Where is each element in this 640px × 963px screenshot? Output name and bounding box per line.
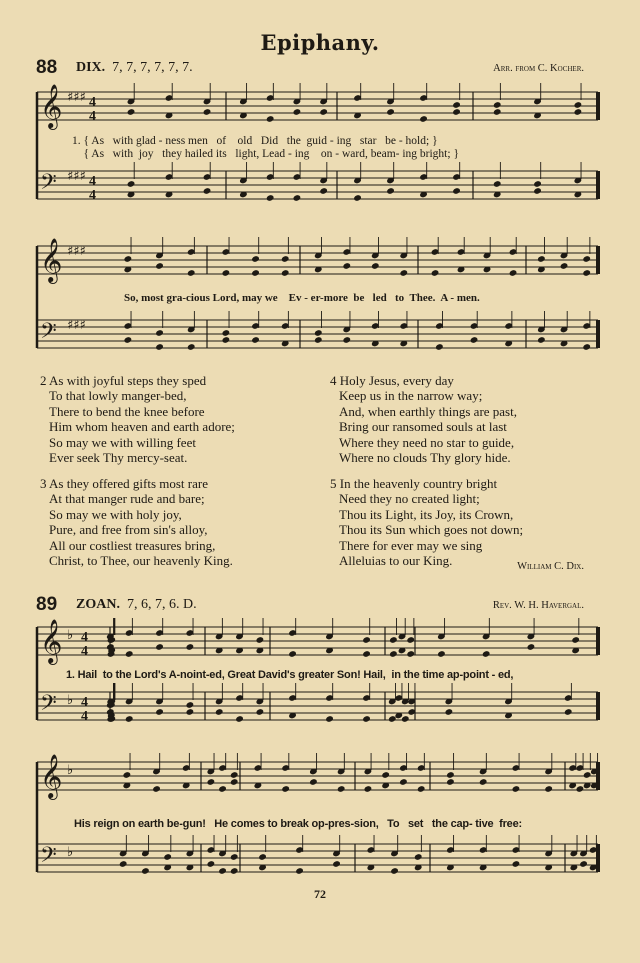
verse-line: 4 Holy Jesus, every day	[330, 373, 454, 388]
note-head	[124, 255, 133, 263]
note-head	[419, 115, 428, 123]
note-head	[251, 269, 260, 277]
note-head	[325, 715, 334, 723]
note-head	[512, 860, 521, 868]
note-head	[155, 262, 164, 270]
note-head	[337, 785, 346, 793]
note-head	[482, 650, 491, 658]
key-signature: ♯♯♯	[67, 169, 86, 184]
verse-line: So may we with willing feet	[49, 434, 196, 450]
note-head	[207, 860, 216, 868]
tune-name: ZOAN.	[76, 597, 120, 612]
bass-clef: 𝄢	[40, 691, 57, 721]
note-head	[288, 650, 297, 658]
verse-line: Pure, and free from sin's alloy,	[49, 522, 208, 538]
note-head	[222, 329, 231, 337]
verse-line: Where no clouds Thy glory hide.	[339, 450, 511, 466]
key-signature: ♭	[67, 845, 74, 860]
note-head	[560, 262, 569, 270]
verse-line: Thou its Light, its Joy, its Crown,	[339, 506, 514, 522]
note-head	[332, 860, 341, 868]
note-head	[512, 785, 521, 793]
note-head	[266, 194, 275, 202]
key-signature: ♯♯♯	[67, 318, 86, 333]
note-head	[123, 771, 132, 779]
note-head	[406, 650, 415, 658]
note-head	[127, 180, 136, 188]
verse-line: There to bend the knee before	[49, 403, 205, 419]
note-head	[155, 643, 164, 651]
note-head	[230, 778, 239, 786]
note-head	[258, 853, 267, 861]
treble-clef: 𝄞	[40, 619, 63, 663]
note-head	[215, 708, 224, 716]
bass-clef: 𝄢	[40, 170, 57, 200]
key-signature: ♯♯♯	[67, 90, 86, 105]
note-head	[582, 343, 591, 351]
note-head	[293, 194, 302, 202]
note-head	[386, 187, 395, 195]
note-head	[187, 269, 196, 277]
note-head	[527, 643, 536, 651]
note-head	[152, 785, 161, 793]
note-head	[342, 336, 351, 344]
note-head	[576, 785, 585, 793]
note-head	[390, 867, 399, 875]
note-head	[479, 778, 488, 786]
bass-clef: 𝄢	[40, 843, 57, 873]
verse-line: To that lowly manger-bed,	[49, 388, 187, 404]
note-head	[314, 329, 323, 337]
note-head	[256, 636, 265, 644]
time-signature: 4	[89, 188, 96, 203]
section-title: Epiphany.	[260, 30, 380, 55]
note-head	[230, 867, 239, 875]
note-head	[186, 643, 195, 651]
key-signature: ♭	[67, 763, 74, 778]
note-head	[533, 180, 542, 188]
note-head	[141, 867, 150, 875]
meter: 7, 7, 7, 7, 7, 7.	[112, 60, 193, 75]
note-head	[342, 262, 351, 270]
note-head	[493, 101, 502, 109]
note-head	[155, 708, 164, 716]
note-head	[533, 187, 542, 195]
verse-line: Bring our ransomed souls at last	[339, 419, 507, 435]
note-head	[445, 708, 454, 716]
verse-line: There for ever may we sing	[339, 537, 483, 553]
note-head	[371, 262, 380, 270]
note-head	[295, 867, 304, 875]
note-head	[353, 194, 362, 202]
tune-name: DIX.	[76, 60, 106, 75]
note-head	[431, 269, 440, 277]
note-head	[362, 715, 371, 723]
verse-line: Alleluias to our King.	[339, 553, 453, 569]
note-head	[124, 336, 133, 344]
note-head	[362, 636, 371, 644]
treble-clef: 𝄞	[40, 238, 63, 282]
note-head	[582, 255, 591, 263]
verse-line: And, when earthly things are past,	[339, 403, 517, 419]
note-head	[470, 336, 479, 344]
note-head	[293, 108, 302, 116]
note-head	[544, 785, 553, 793]
lyric-line: So, most gra-cious Lord, may we Ev - er-more be led to Thee. A - men.	[124, 292, 480, 304]
note-head	[452, 108, 461, 116]
note-head	[574, 101, 583, 109]
note-head	[362, 650, 371, 658]
note-head	[218, 785, 227, 793]
verse-line: 3 As they offered gifts most rare	[40, 476, 208, 491]
note-head	[452, 101, 461, 109]
note-head	[256, 708, 265, 716]
note-head	[163, 853, 172, 861]
lyric-line: His reign on earth be-gun! He comes to break op-pres-sion, To set the cap- tive free:	[74, 818, 522, 830]
note-head	[281, 269, 290, 277]
note-head	[437, 650, 446, 658]
note-head	[388, 715, 397, 723]
time-signature: 4	[89, 95, 96, 110]
note-head	[203, 187, 212, 195]
key-signature: ♭	[67, 693, 74, 708]
hymn-number: 88	[36, 57, 58, 78]
verse-line: All our costliest treasures bring,	[49, 537, 216, 553]
treble-clef: 𝄞	[40, 754, 63, 798]
verse-line: Thou its Sun which goes not down;	[339, 522, 524, 538]
hymn-number: 89	[36, 594, 58, 615]
note-head	[203, 108, 212, 116]
note-head	[414, 853, 423, 861]
note-head	[251, 336, 260, 344]
note-head	[186, 701, 195, 709]
page-number: 72	[314, 887, 326, 901]
note-head	[399, 778, 408, 786]
verse-line: 5 In the heavenly country bright	[330, 476, 498, 491]
note-head	[235, 715, 244, 723]
meter: 7, 6, 7, 6. D.	[126, 597, 197, 612]
note-head	[406, 636, 415, 644]
note-head	[386, 108, 395, 116]
treble-clef: 𝄞	[40, 84, 63, 128]
note-head	[571, 636, 580, 644]
time-signature: 4	[89, 174, 96, 189]
time-signature: 4	[81, 630, 88, 645]
composer-credit: Rev. W. H. Havergal.	[492, 600, 584, 611]
verse-line: Keep us in the narrow way;	[339, 388, 483, 404]
note-head	[314, 336, 323, 344]
note-head	[218, 867, 227, 875]
note-head	[582, 269, 591, 277]
note-head	[564, 708, 573, 716]
note-head	[281, 255, 290, 263]
note-head	[574, 108, 583, 116]
verse-line: So may we with holy joy,	[49, 506, 182, 522]
note-head	[389, 636, 398, 644]
lyric-line: 1. Hail to the Lord's A-noint-ed, Great David's greater Son! Hail, in the time ap-point - ed,	[66, 669, 514, 681]
note-head	[493, 108, 502, 116]
lyric-line: { As with joy they hailed its light, Lead - ing on - ward, beam- ing bright; }	[72, 148, 459, 160]
note-head	[155, 343, 164, 351]
verse-line: Where they need no star to guide,	[339, 434, 515, 450]
verse-line: Him whom heaven and earth adore;	[49, 419, 235, 435]
note-head	[399, 269, 408, 277]
note-head	[537, 336, 546, 344]
note-head	[537, 255, 546, 263]
note-head	[381, 771, 390, 779]
lyric-line: 1. { As with glad - ness men of old Did the guid - ing star be - hold; }	[72, 135, 438, 147]
note-head	[452, 187, 461, 195]
bass-clef: 𝄢	[40, 319, 57, 349]
verse-line: Need they no created light;	[339, 491, 480, 507]
verse-line: Christ, to Thee, our heavenly King.	[49, 553, 233, 569]
note-head	[187, 343, 196, 351]
author-credit: William C. Dix.	[517, 561, 584, 572]
time-signature: 4	[89, 109, 96, 124]
note-head	[319, 187, 328, 195]
note-head	[579, 860, 588, 868]
note-head	[319, 108, 328, 116]
note-head	[155, 329, 164, 337]
note-head	[583, 771, 592, 779]
time-signature: 4	[81, 709, 88, 724]
verse-line: At that manger rude and bare;	[49, 491, 205, 507]
note-head	[230, 853, 239, 861]
note-head	[281, 785, 290, 793]
note-head	[127, 108, 136, 116]
note-head	[364, 785, 373, 793]
time-signature: 4	[81, 695, 88, 710]
note-head	[125, 650, 134, 658]
note-head	[309, 778, 318, 786]
note-head	[222, 336, 231, 344]
note-head	[446, 771, 455, 779]
note-head	[125, 715, 134, 723]
note-head	[509, 269, 518, 277]
note-head	[251, 255, 260, 263]
note-head	[401, 715, 410, 723]
note-head	[222, 269, 231, 277]
note-head	[493, 180, 502, 188]
note-head	[186, 708, 195, 716]
note-head	[207, 778, 216, 786]
note-head	[119, 860, 128, 868]
note-head	[435, 343, 444, 351]
note-head	[266, 115, 275, 123]
verse-line: 2 As with joyful steps they sped	[40, 373, 207, 388]
note-head	[389, 650, 398, 658]
note-head	[417, 785, 426, 793]
verse-line: Ever seek Thy mercy-seat.	[49, 450, 188, 466]
time-signature: 4	[81, 644, 88, 659]
note-head	[446, 778, 455, 786]
composer-credit: Arr. from C. Kocher.	[493, 63, 584, 74]
key-signature: ♭	[67, 628, 74, 643]
key-signature: ♯♯♯	[67, 244, 86, 259]
note-head	[230, 771, 239, 779]
